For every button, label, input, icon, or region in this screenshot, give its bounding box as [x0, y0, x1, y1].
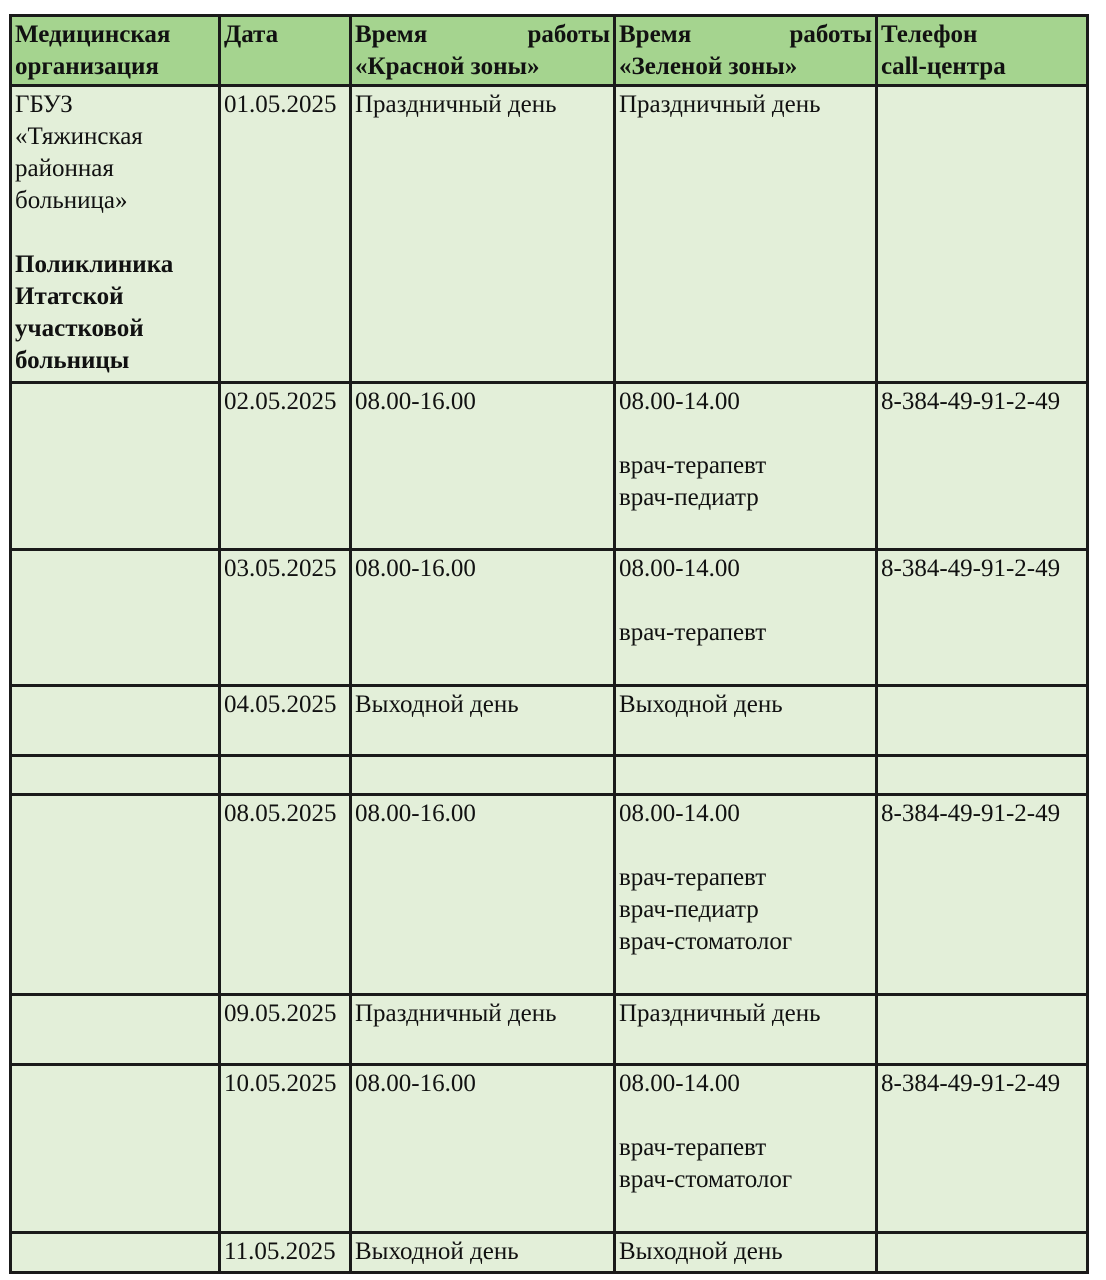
green-zone-hours: Праздничный день [619, 1000, 821, 1027]
phone-cell: 8-384-49-91-2-49 [877, 1065, 1088, 1233]
header-green-line2: «Зеленой зоны» [619, 53, 798, 80]
green-zone-cell [615, 550, 877, 686]
table-row [11, 86, 1088, 383]
date-cell: 04.05.2025 [220, 686, 351, 756]
org-bold-line3: участковой [15, 315, 144, 342]
organization-cell [11, 756, 220, 795]
header-green-line1-b: работы [789, 21, 872, 48]
red-zone-cell: 08.00-16.00 [351, 383, 615, 550]
table-row [11, 686, 1088, 756]
header-green-zone [615, 16, 877, 86]
header-red-line1-a: Время [355, 21, 428, 48]
header-org-line1: Медицинская [15, 21, 171, 48]
date-cell: 09.05.2025 [220, 995, 351, 1065]
green-zone-staff: врач-стоматолог [619, 928, 793, 955]
green-zone-cell [615, 1065, 877, 1233]
red-zone-cell: Праздничный день [351, 995, 615, 1065]
table-row [11, 756, 1088, 795]
date-cell: 02.05.2025 [220, 383, 351, 550]
green-zone-staff: врач-педиатр [619, 484, 759, 511]
organization-cell [11, 795, 220, 995]
header-phone-line1: Телефон [881, 21, 978, 48]
organization-cell [11, 1233, 220, 1273]
red-zone-cell: 08.00-16.00 [351, 550, 615, 686]
red-zone-cell [351, 756, 615, 795]
date-cell: 11.05.2025 [220, 1233, 351, 1273]
org-line2: «Тяжинская [15, 123, 143, 150]
organization-cell [11, 1065, 220, 1233]
red-zone-cell: Выходной день [351, 686, 615, 756]
red-zone-cell: 08.00-16.00 [351, 795, 615, 995]
phone-cell [877, 86, 1088, 383]
header-phone-line2: call-центра [881, 53, 1006, 80]
date-cell: 10.05.2025 [220, 1065, 351, 1233]
green-zone-hours: Праздничный день [619, 91, 821, 118]
organization-cell [11, 86, 220, 383]
header-org-line2: организация [15, 53, 159, 80]
header-red-line2: «Красной зоны» [355, 53, 540, 80]
header-red-line1-b: работы [527, 21, 610, 48]
header-organization [11, 16, 220, 86]
phone-cell [877, 995, 1088, 1065]
phone-cell: 8-384-49-91-2-49 [877, 550, 1088, 686]
header-date [220, 16, 351, 86]
phone-cell [877, 686, 1088, 756]
schedule-table [9, 14, 1089, 1274]
org-bold-line4: больницы [15, 347, 130, 374]
phone-cell: 8-384-49-91-2-49 [877, 795, 1088, 995]
green-zone-cell [615, 995, 877, 1065]
red-zone-cell: Выходной день [351, 1233, 615, 1273]
date-cell: 01.05.2025 [220, 86, 351, 383]
green-zone-hours: 08.00-14.00 [619, 388, 740, 415]
table-row [11, 383, 1088, 550]
green-zone-staff: врач-педиатр [619, 896, 759, 923]
date-cell: 03.05.2025 [220, 550, 351, 686]
table-row [11, 995, 1088, 1065]
organization-cell [11, 686, 220, 756]
green-zone-hours: Выходной день [619, 1238, 783, 1265]
green-zone-spacer [619, 830, 872, 862]
date-cell [220, 756, 351, 795]
organization-cell [11, 550, 220, 686]
header-row [11, 16, 1088, 86]
red-zone-cell: 08.00-16.00 [351, 1065, 615, 1233]
date-cell: 08.05.2025 [220, 795, 351, 995]
org-line4: больница» [15, 187, 128, 214]
green-zone-staff: врач-терапевт [619, 452, 767, 479]
org-line3: районная [15, 155, 114, 182]
green-zone-staff: врач-стоматолог [619, 1166, 793, 1193]
green-zone-staff: врач-терапевт [619, 1134, 767, 1161]
phone-cell [877, 756, 1088, 795]
green-zone-cell [615, 86, 877, 383]
org-line1: ГБУЗ [15, 91, 73, 118]
phone-cell: 8-384-49-91-2-49 [877, 383, 1088, 550]
header-red-zone [351, 16, 615, 86]
green-zone-cell [615, 686, 877, 756]
header-date-label: Дата [224, 21, 279, 48]
table-row [11, 550, 1088, 686]
table-row [11, 795, 1088, 995]
organization-cell [11, 383, 220, 550]
green-zone-hours: Выходной день [619, 691, 783, 718]
org-bold-line1: Поликлиника [15, 251, 174, 278]
red-zone-cell: Праздничный день [351, 86, 615, 383]
green-zone-spacer [619, 418, 872, 450]
header-phone [877, 16, 1088, 86]
green-zone-cell [615, 795, 877, 995]
header-green-line1-a: Время [619, 21, 692, 48]
green-zone-cell [615, 756, 877, 795]
green-zone-hours: 08.00-14.00 [619, 800, 740, 827]
organization-cell [11, 995, 220, 1065]
green-zone-staff: врач-терапевт [619, 619, 767, 646]
org-bold-line2: Итатской [15, 283, 124, 310]
green-zone-spacer [619, 585, 872, 617]
phone-cell [877, 1233, 1088, 1273]
green-zone-cell [615, 1233, 877, 1273]
green-zone-hours: 08.00-14.00 [619, 1070, 740, 1097]
org-spacer [15, 217, 215, 249]
table-row [11, 1065, 1088, 1233]
green-zone-spacer [619, 1100, 872, 1132]
green-zone-staff: врач-терапевт [619, 864, 767, 891]
green-zone-cell [615, 383, 877, 550]
table-row [11, 1233, 1088, 1273]
green-zone-hours: 08.00-14.00 [619, 555, 740, 582]
